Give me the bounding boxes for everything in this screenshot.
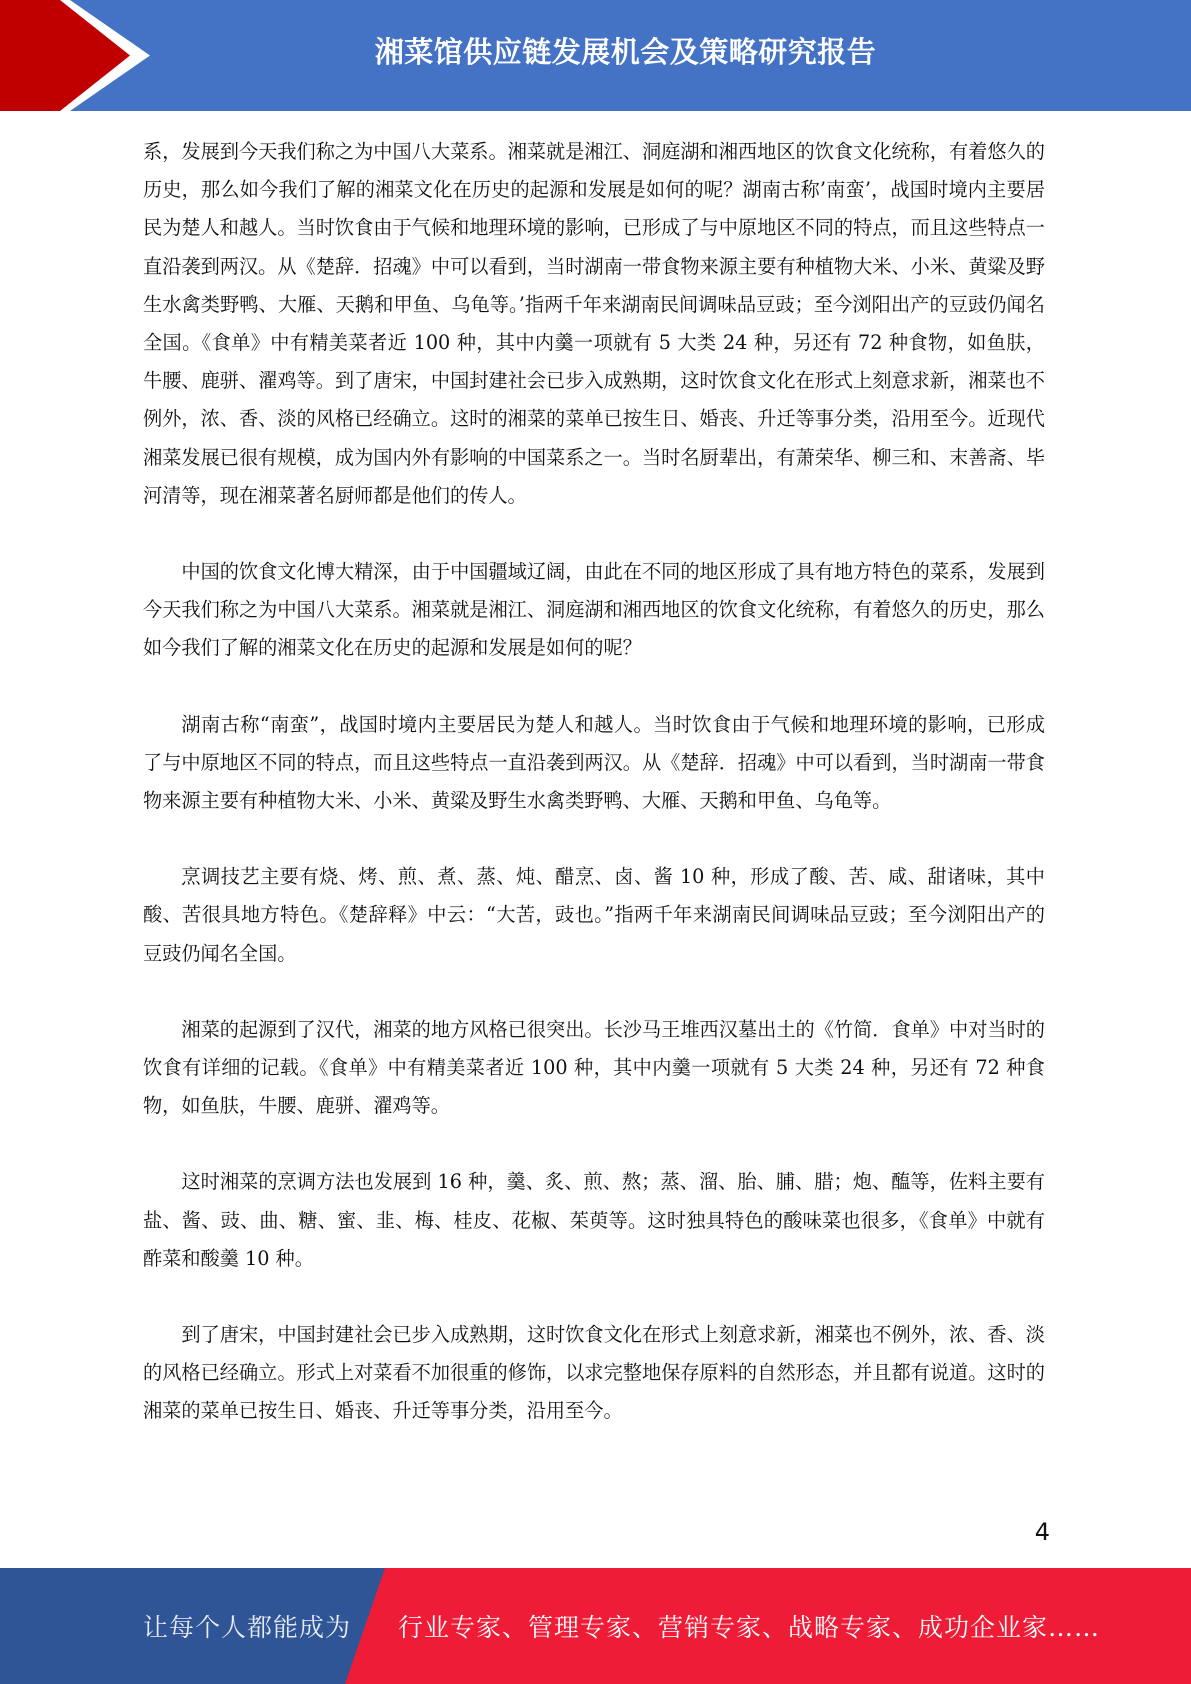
paragraph-6: 这时湘菜的烹调方法也发展到 16 种，羹、炙、煎、熬；蒸、溜、胎、脯、腊；炮、醢等，佐料主要有盐、酱、豉、曲、糖、蜜、韭、梅、桂皮、花椒、茱萸等。这时独具特色的酸味菜也很多，《食单》中就有酢菜和酸羹 10 种。 bbox=[143, 1170, 1045, 1270]
footer-banner bbox=[0, 1568, 1191, 1684]
footer-slogan-left: 让每个人都能成为 bbox=[143, 1613, 352, 1642]
page-number: 4 bbox=[1034, 1518, 1050, 1546]
header-banner bbox=[0, 0, 1191, 111]
paragraph-7: 到了唐宋，中国封建社会已步入成熟期，这时饮食文化在形式上刻意求新，湘菜也不例外，浓、香、淡的风格已经确立。形式上对菜看不加很重的修饰，以求完整地保存原料的自然形态，并且都有说道。这时的湘菜的菜单已按生日、婚丧、升迁等事分类，沿用至今。 bbox=[143, 1323, 1045, 1423]
footer-slogan-right: 行业专家、管理专家、营销专家、战略专家、成功企业家…… bbox=[398, 1613, 1101, 1642]
document-title: 湘菜馆供应链发展机会及策略研究报告 bbox=[374, 34, 877, 69]
paragraph-2: 中国的饮食文化博大精深，由于中国疆域辽阔，由此在不同的地区形成了具有地方特色的菜系，发展到今天我们称之为中国八大菜系。湘菜就是湘江、洞庭湖和湘西地区的饮食文化统称，有着悠久的历史，那么如今我们了解的湘菜文化在历史的起源和发展是如何的呢？ bbox=[143, 560, 1045, 660]
paragraph-5: 湘菜的起源到了汉代，湘菜的地方风格已很突出。长沙马王堆西汉墓出土的《竹简．食单》中对当时的饮食有详细的记载。《食单》中有精美菜者近 100 种，其中内羹一项就有 5 大类 24 种，另还有 72 种食物，如鱼肤，牛腰、鹿骈、濯鸡等。 bbox=[143, 1017, 1045, 1118]
document-body bbox=[143, 133, 1045, 1431]
paragraph-4: 烹调技艺主要有烧、烤、煎、煮、蒸、炖、醋烹、卤、酱 10 种，形成了酸、苦、咸、甜诸味，其中酸、苦很具地方特色。《楚辞释》中云：“大苦，豉也。”指两千年来湖南民间调味品豆豉；至今浏阳出产的豆豉仍闻名全国。 bbox=[143, 865, 1045, 965]
paragraph-3: 湖南古称“南蛮”，战国时境内主要居民为楚人和越人。当时饮食由于气候和地理环境的影响，已形成了与中原地区不同的特点，而且这些特点一直沿袭到两汉。从《楚辞．招魂》中可以看到，当时湖南一带食物来源主要有种植物大米、小米、黄粱及野生水禽类野鸭、大雁、天鹅和甲鱼、乌龟等。 bbox=[143, 712, 1045, 813]
paragraph-1: 系，发展到今天我们称之为中国八大菜系。湘菜就是湘江、洞庭湖和湘西地区的饮食文化统称，有着悠久的历史，那么如今我们了解的湘菜文化在历史的起源和发展是如何的呢？湖南古称’南蛮’，战国时境内主要居民为楚人和越人。当时饮食由于气候和地理环境的影响，已形成了与中原地区不同的特点，而且这些特点一直沿袭到两汉。从《楚辞．招魂》中可以看到，当时湖南一带食物来源主要有种植物大米、小米、黄粱及野生水禽类野鸭、大雁、天鹅和甲鱼、乌龟等。’指两千年来湖南民间调味品豆豉；至今浏阳出产的豆豉仍闻名全国。《食单》中有精美菜者近 100 种，其中内羹一项就有 5 大类 24 种，另还有 72 种食物，如鱼肤，牛腰、鹿骈、濯鸡等。到了唐宋，中国封建社会已步入成熟期，这时饮食文化在形式上刻意求新，湘菜也不例外，浓、香、淡的风格已经确立。这时的湘菜的菜单已按生日、婚丧、升迁等事分类，沿用至今。近现代湘菜发展已很有规模，成为国内外有影响的中国菜系之一。当时名厨辈出，有萧荣华、柳三和、末善斋、毕河清等，现在湘菜著名厨师都是他们的传人。 bbox=[143, 140, 1045, 507]
